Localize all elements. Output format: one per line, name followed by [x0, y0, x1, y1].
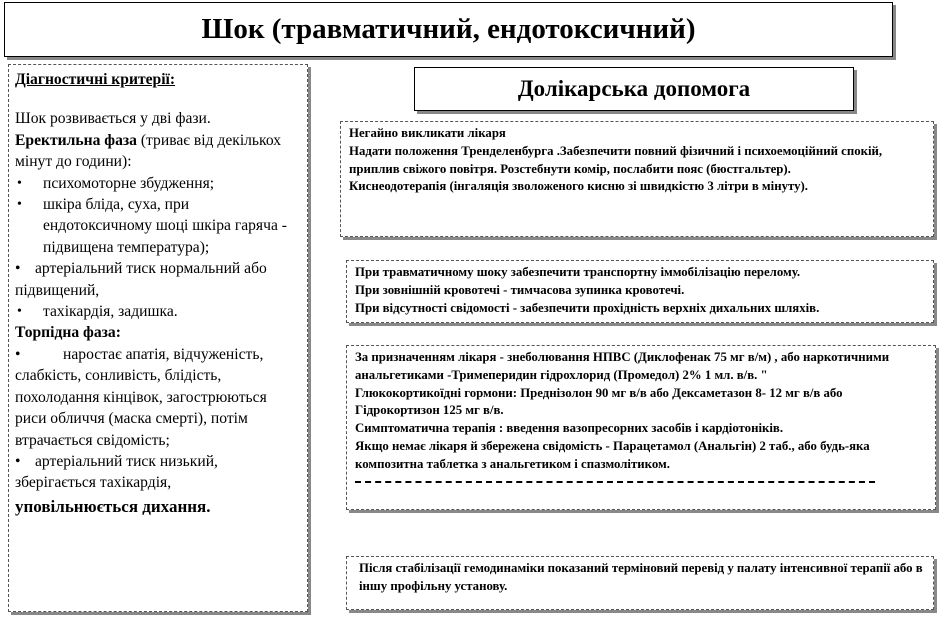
care-line: Киснеодотерапія (інгаляція зволоженого кисню зі швидкістю 3 літри в мінуту). [349, 179, 808, 194]
diagnostic-criteria-panel [8, 64, 308, 612]
list-item [15, 258, 301, 301]
care-line: Після стабілізації гемодинаміки показаний терміновий перевід у палату інтенсивної терапії або в іншу профільну установу. [359, 561, 923, 593]
care-box-trauma [346, 260, 934, 323]
list-item: • шкіра бліда, суха, при ендотоксичному шоці шкіра гаряча - підвищена температура); [15, 194, 301, 258]
care-box-immediate [340, 121, 934, 237]
bullet-icon: • [15, 260, 21, 278]
care-line: При травматичному шоку забезпечити транспортну іммобілізацію перелому. [355, 265, 801, 279]
section-title: Долікарська допомога [414, 67, 854, 111]
list-item [15, 344, 301, 451]
care-line: За призначенням лікаря - знеболювання НПВС (Диклофенак 75 мг в/м) , або наркотичними анальгетиками -Тримеперидин гідрохлорид (Промедол) 2% 1 мл. в/в. " [355, 350, 890, 382]
list-item: • психомоторне збудження; [15, 173, 301, 194]
bullet-icon: • [15, 452, 21, 470]
care-line: Глюкокортикоїдні гормони: Преднізолон 90 мг в/в або Дексаметазон 8- 12 мг в/в або Гідрокортизон 125 мг в/в. [355, 385, 843, 418]
care-line: Негайно викликати лікаря [349, 126, 506, 140]
list-item [15, 451, 301, 494]
care-line: При відсутності свідомості - забезпечити прохідність верхніх дихальних шляхів. [355, 300, 820, 315]
bullet-icon: • [15, 345, 21, 363]
criteria-last-line: уповільнюється дихання. [15, 496, 211, 516]
erectile-phase-desc: (триває від декількох мінут до години): [15, 131, 282, 171]
erectile-phase-label: Еректильна фаза [15, 131, 137, 149]
care-box-transfer [346, 556, 934, 610]
care-box-medication [346, 345, 936, 510]
torpid-list [15, 344, 301, 494]
torpid-phase-label: Торпідна фаза: [15, 324, 121, 342]
page-title: Шок (травматичний, ендотоксичний) [4, 2, 893, 57]
care-line: Симптоматична терапія : введення вазопресорних засобів і кардіотоніків. [355, 421, 784, 436]
care-line: Якщо немає лікаря й збережена свідомість - Парацетамол (Анальгін) 2 таб., або будь-яка композитна таблетка з анальгетиком і спазмолітиком. [355, 438, 870, 471]
list-item-text: наростає апатія, відчуженість, слабкість, сонливість, блідість, похолодання кінцівок, загострюються риси обличчя (маска смерті), потім втрачається свідомість; [15, 345, 267, 449]
list-item: • тахікардія, задишка. [15, 301, 301, 322]
list-item-text: артеріальний тиск нормальний або підвищений, [15, 260, 267, 299]
care-line: Надати положення Тренделенбурга .Забезпечити повний фізичний і психоемоційний спокій, приплив свіжого повітря. Розстебнути комір, послабити пояс (бюстгальтер). [349, 143, 883, 176]
erectile-phase-text [15, 130, 301, 173]
criteria-intro: Шок розвивається у дві фази. [15, 110, 211, 128]
care-line: При зовнішній кровотечі - тимчасова зупинка кровотечі. [355, 282, 685, 297]
criteria-heading: Діагностичні критерії: [15, 71, 176, 88]
truncated-line [355, 475, 875, 483]
erectile-list [15, 173, 301, 323]
list-item-text: артеріальний тиск низький, зберігається тахікардія, [15, 452, 218, 492]
